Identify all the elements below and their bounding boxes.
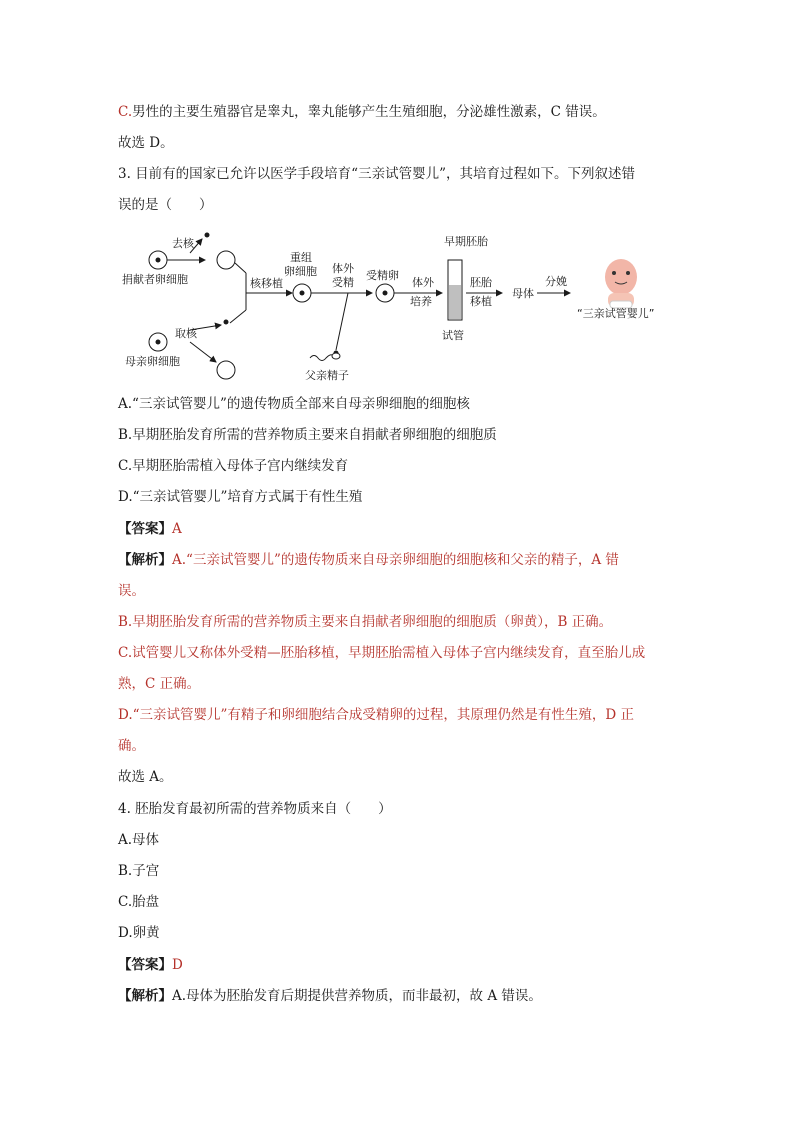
label-remove-nucleus: 去核 — [172, 237, 194, 250]
answer-tag: 【答案】 — [118, 521, 172, 537]
mother-egg-remnant — [217, 361, 235, 379]
q3-stem-line2: 误的是（ ） — [118, 197, 213, 213]
label-fertilized-egg: 受精卵 — [366, 269, 399, 282]
label-culture-2: 培养 — [410, 295, 432, 308]
q4-option-a: A.母体 — [118, 832, 160, 848]
q3-stem-line1: 3. 目前有的国家已允许以医学手段培育“三亲试管婴儿”，其培育过程如下。下列叙述错 — [118, 166, 635, 182]
enucleated-egg — [217, 251, 235, 269]
analysis-text: A.“三亲试管婴儿”的遗传物质来自母亲卵细胞的细胞核和父亲的精子，A 错 — [172, 552, 619, 568]
analysis-c-line — [118, 102, 606, 122]
label-delivery: 分娩 — [545, 275, 567, 288]
q3-conclusion: 故选 A。 — [118, 769, 173, 785]
label-nuclear-transfer: 核移植 — [250, 277, 283, 290]
label-test-tube: 试管 — [442, 329, 464, 342]
q3-analysis-line6: D.“三亲试管婴儿”有精子和卵细胞结合成受精卵的过程，其原理仍然是有性生殖，D 正 — [118, 707, 635, 723]
q4-analysis-line — [118, 986, 542, 1006]
label-reconstructed-1: 重组 — [290, 251, 312, 264]
answer-value: A — [172, 521, 182, 537]
label-transfer-1: 胚胎 — [470, 276, 492, 289]
label-take-nucleus: 取核 — [175, 327, 197, 340]
analysis-text: A.母体为胚胎发育后期提供营养物质，而非最初，故 A 错误。 — [172, 988, 542, 1004]
analysis-tag: 【解析】 — [118, 552, 172, 568]
q3-option-a: A.“三亲试管婴儿”的遗传物质全部来自母亲卵细胞的细胞核 — [118, 396, 470, 412]
option-c-label: C. — [118, 104, 133, 120]
analysis-c-text: 男性的主要生殖器官是睾丸，睾丸能够产生生殖细胞，分泌雄性激素，C 错误。 — [132, 104, 606, 120]
label-mother-body: 母体 — [512, 287, 534, 300]
answer-value: D — [172, 957, 183, 973]
q3-option-d: D.“三亲试管婴儿”培育方式属于有性生殖 — [118, 489, 363, 505]
q3-analysis-line1 — [118, 550, 619, 570]
q4-stem: 4. 胚胎发育最初所需的营养物质来自（ ） — [118, 801, 392, 817]
q4-answer-line — [118, 955, 183, 975]
label-donor-egg: 捐献者卵细胞 — [122, 273, 188, 286]
sperm-cell — [310, 355, 332, 361]
label-father-sperm: 父亲精子 — [305, 369, 349, 382]
baby-icon — [605, 259, 637, 308]
q3-analysis-line5: 熟，C 正确。 — [118, 676, 201, 692]
q4-option-c: C.胎盘 — [118, 894, 160, 910]
label-ivf-2: 受精 — [332, 276, 354, 289]
label-early-embryo: 早期胚胎 — [444, 235, 488, 248]
label-culture-1: 体外 — [412, 276, 434, 289]
q3-analysis-line2: 误。 — [118, 583, 145, 599]
answer-tag: 【答案】 — [118, 957, 172, 973]
q4-option-b: B.子宫 — [118, 863, 160, 879]
q3-option-b: B.早期胚胎发育所需的营养物质主要来自捐献者卵细胞的细胞质 — [118, 427, 497, 443]
label-transfer-2: 移植 — [470, 295, 492, 308]
q3-analysis-line7: 确。 — [118, 738, 145, 754]
label-reconstructed-2: 卵细胞 — [284, 265, 317, 278]
q3-answer-line — [118, 519, 182, 539]
analysis-tag: 【解析】 — [118, 988, 172, 1004]
q3-analysis-line4: C.试管婴儿又称体外受精—胚胎移植，早期胚胎需植入母体子宫内继续发育，直至胎儿成 — [118, 645, 646, 661]
ivf-process-diagram — [110, 225, 680, 390]
conclusion-q2: 故选 D。 — [118, 135, 174, 151]
label-ivf-1: 体外 — [332, 262, 354, 275]
label-mother-egg: 母亲卵细胞 — [125, 355, 180, 368]
q3-option-c: C.早期胚胎需植入母体子宫内继续发育 — [118, 458, 349, 474]
q4-option-d: D.卵黄 — [118, 925, 160, 941]
q3-analysis-line3: B.早期胚胎发育所需的营养物质主要来自捐献者卵细胞的细胞质（卵黄），B 正确。 — [118, 614, 613, 630]
label-baby: “三亲试管婴儿” — [577, 307, 655, 320]
